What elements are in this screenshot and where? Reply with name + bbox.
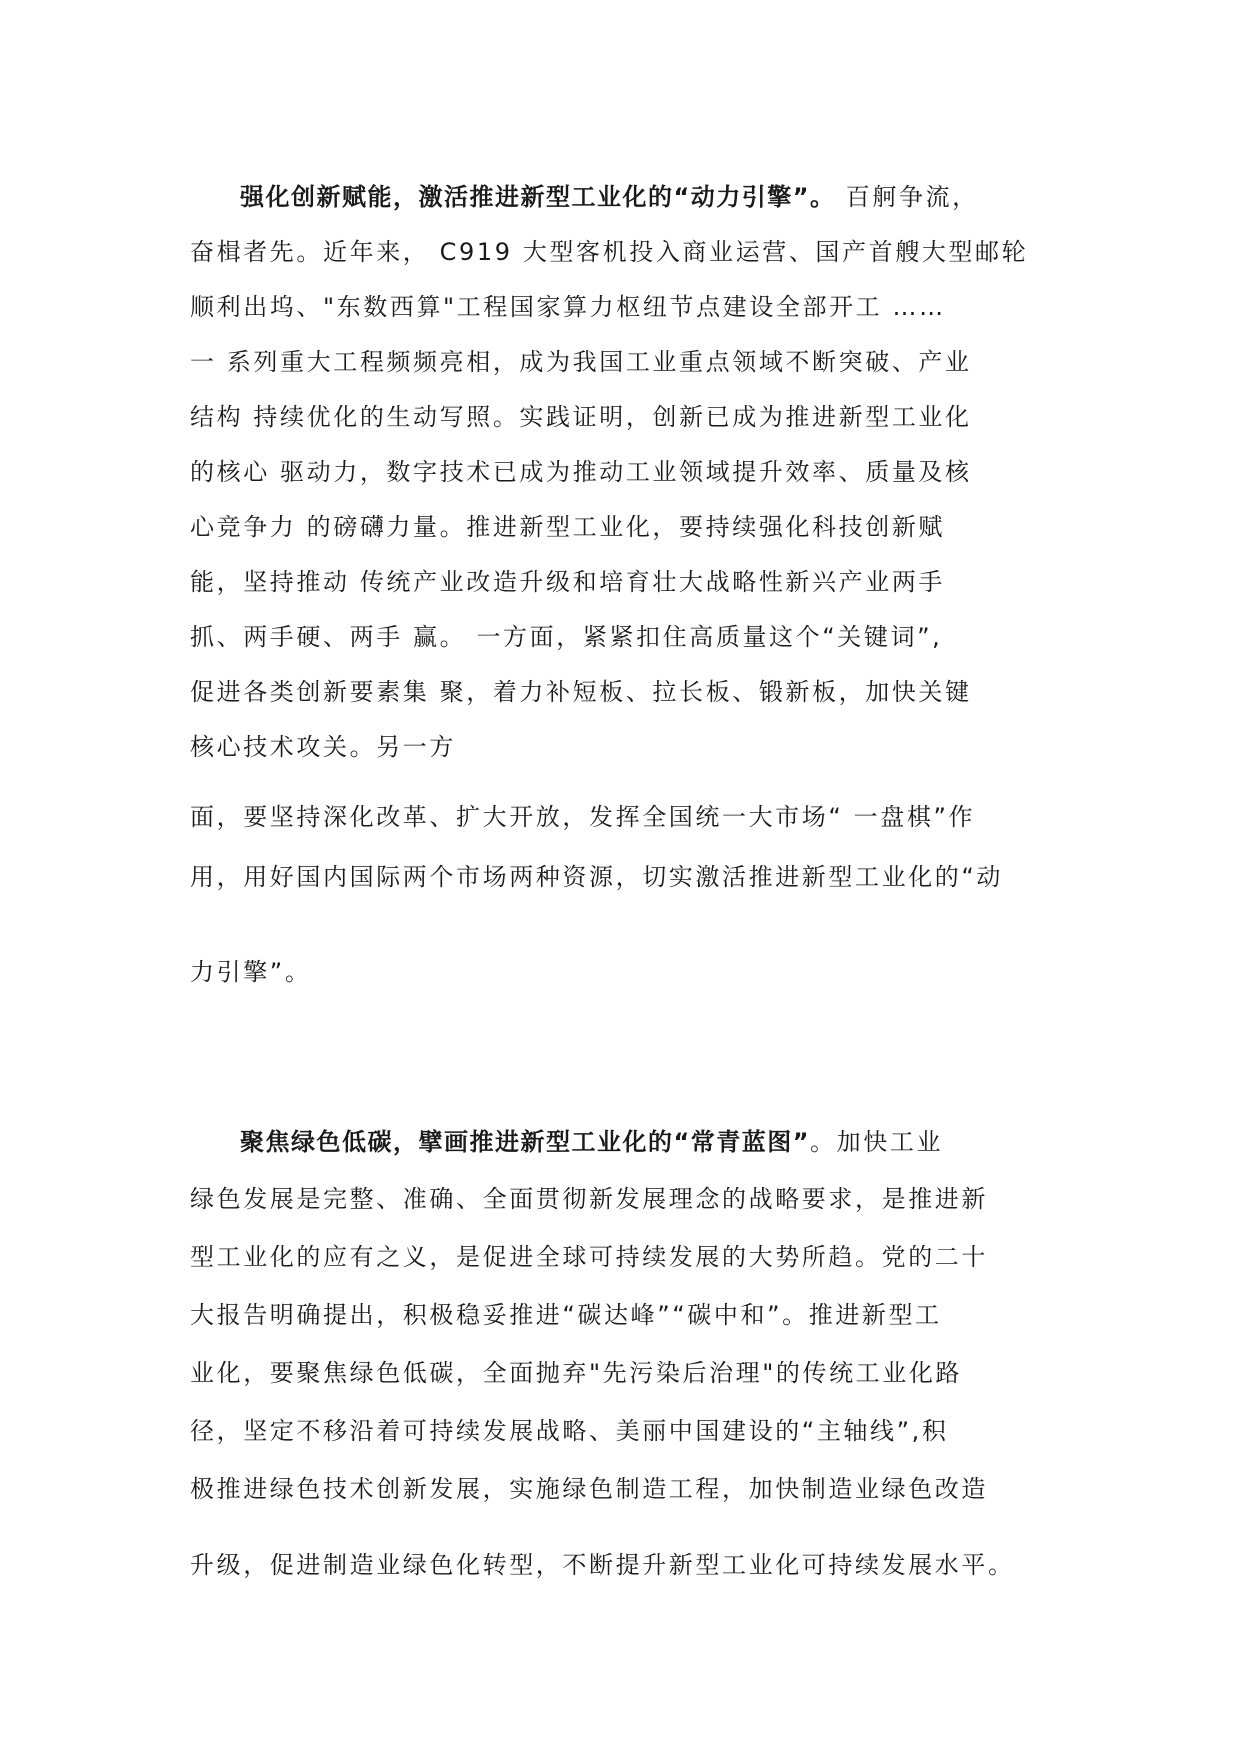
paragraph-line: 面，要坚持深化改革、扩大开放，发挥全国统一大市场“ 一盘棋”作 (190, 803, 976, 831)
section1-first-line-text: 百舸争流， (835, 183, 979, 211)
paragraph-line: 型工业化的应有之义，是促进全球可持续发展的大势所趋。党的二十 (190, 1243, 988, 1271)
paragraph-line: 顺利出坞、"东数西算"工程国家算力枢纽节点建设全部开工 …… (190, 293, 946, 321)
paragraph-line: 力引擎”。 (190, 958, 312, 986)
paragraph-line: 心竞争力 的磅礴力量。推进新型工业化，要持续强化科技创新赋 (190, 513, 946, 541)
paragraph-line: 抓、两手硬、两手 赢。 一方面，紧紧扣住高质量这个“关键词”, (190, 623, 943, 651)
paragraph-line: 大报告明确提出，积极稳妥推进“碳达峰”“碳中和”。推进新型工 (190, 1301, 942, 1329)
paragraph-line: 奋楫者先。近年来， C919 大型客机投入商业运营、国产首艘大型邮轮 (190, 238, 1029, 266)
paragraph-line: 结构 持续优化的生动写照。实践证明，创新已成为推进新型工业化 (190, 403, 972, 431)
paragraph-line: 一 系列重大工程频频亮相，成为我国工业重点领域不断突破、产业 (190, 348, 972, 376)
paragraph-line: 用，用好国内国际两个市场两种资源，切实激活推进新型工业化的“动 (190, 863, 1004, 891)
section2-first-line-text: 。加快工业 (810, 1128, 944, 1156)
paragraph-line: 的核心 驱动力，数字技术已成为推动工业领域提升效率、质量及核 (190, 458, 972, 486)
paragraph-line: 极推进绿色技术创新发展，实施绿色制造工程，加快制造业绿色改造 (190, 1475, 988, 1503)
paragraph-line: 促进各类创新要素集 聚，着力补短板、拉长板、锻新板，加快关键 (190, 678, 972, 706)
paragraph-line: 业化，要聚焦绿色低碳，全面抛弃"先污染后治理"的传统工业化路 (190, 1359, 963, 1387)
paragraph-line: 径，坚定不移沿着可持续发展战略、美丽中国建设的“主轴线”,积 (190, 1417, 949, 1445)
section1-first-line (240, 180, 1070, 214)
paragraph-line: 核心技术攻关。另一方 (190, 733, 456, 761)
section2-first-line (240, 1125, 1070, 1159)
section1-heading: 强化创新赋能，激活推进新型工业化的“动力引擎”。 (240, 183, 836, 211)
paragraph-line: 升级，促进制造业绿色化转型，不断提升新型工业化可持续发展水平。 (190, 1551, 1015, 1579)
section2-heading: 聚焦绿色低碳，擘画推进新型工业化的“常青蓝图” (240, 1128, 811, 1156)
paragraph-line: 绿色发展是完整、准确、全面贯彻新发展理念的战略要求，是推进新 (190, 1185, 988, 1213)
paragraph-line: 能，坚持推动 传统产业改造升级和培育壮大战略性新兴产业两手 (190, 568, 946, 596)
